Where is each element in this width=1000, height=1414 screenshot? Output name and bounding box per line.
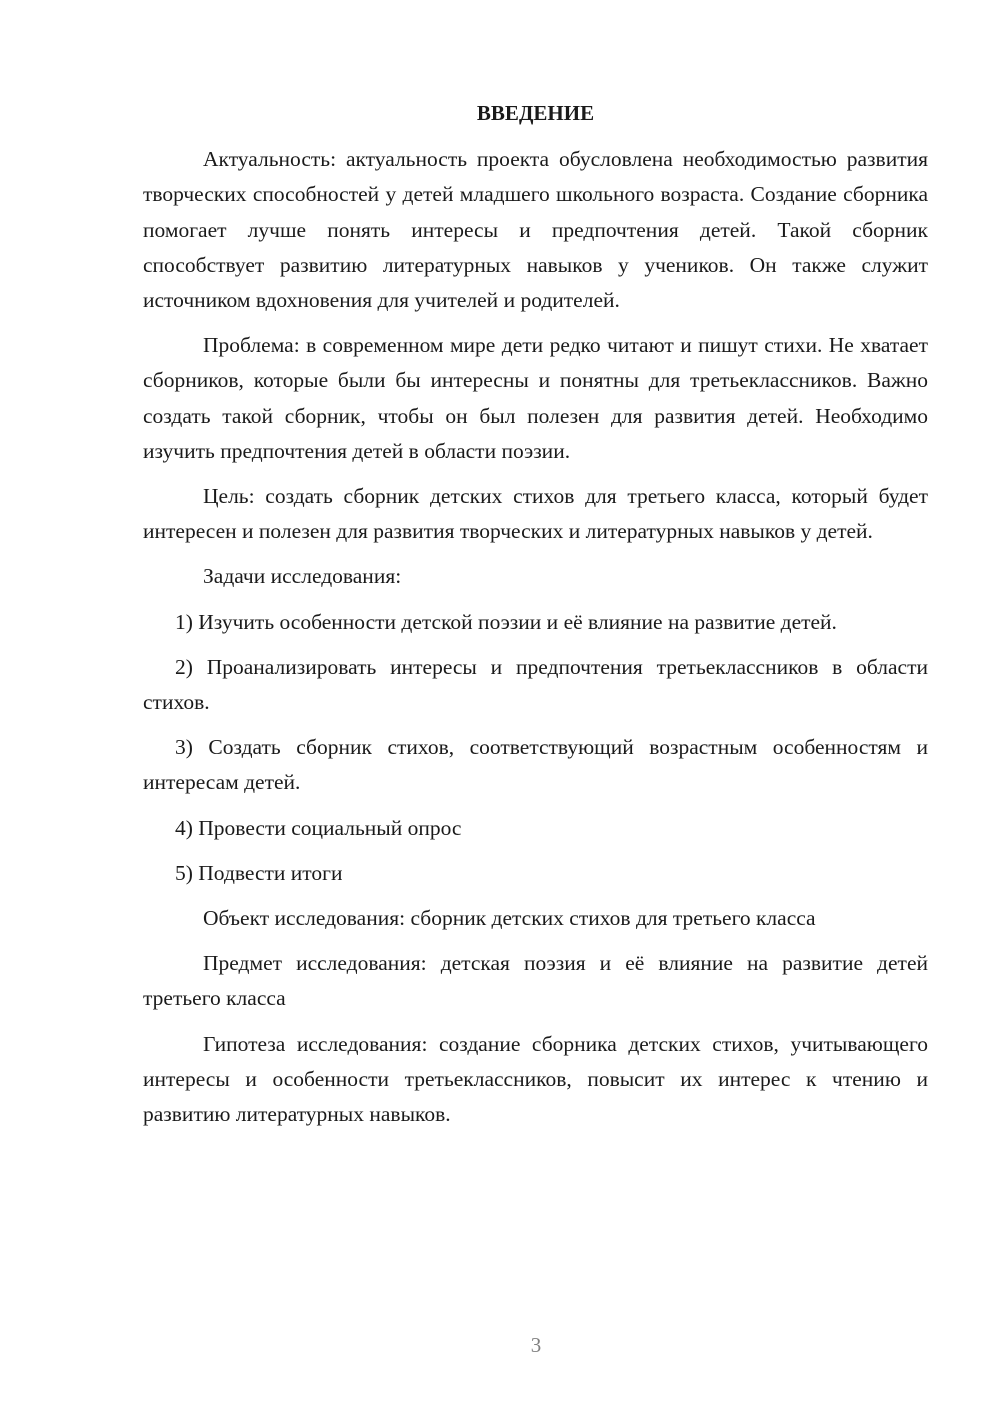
- task-item-2: 2) Проанализировать интересы и предпочтения третьеклассников в области стихов.: [143, 654, 928, 715]
- object-paragraph: Объект исследования: сборник детских стихов для третьего класса: [203, 906, 816, 931]
- task-item-1: 1) Изучить особенности детской поэзии и её влияние на развитие детей.: [175, 609, 837, 634]
- page-content: [143, 96, 928, 1142]
- goal-paragraph: Цель: создать сборник детских стихов для третьего класса, который будет интересен и полезен для развития творческих и литературных навыков у детей.: [143, 484, 928, 544]
- subject-paragraph: Предмет исследования: детская поэзия и её влияние на развитие детей третьего класса: [143, 951, 928, 1011]
- task-item-4: 4) Провести социальный опрос: [175, 815, 462, 840]
- task-item-5: 5) Подвести итоги: [175, 860, 343, 885]
- hypothesis-paragraph: Гипотеза исследования: создание сборника детских стихов, учитывающего интересы и особенности третьеклассников, повысит их интерес к чтению и развитию литературных навыков.: [143, 1031, 928, 1127]
- task-item-3: 3) Создать сборник стихов, соответствующий возрастным особенностям и интересам детей.: [143, 735, 928, 795]
- problem-paragraph: Проблема: в современном мире дети редко читают и пишут стихи. Не хватает сборников, которые были бы интересны и понятны для третьеклассников. Важно создать такой сборник, чтобы он был полезен для развития детей. Необходимо изучить предпочтения детей в области поэзии.: [143, 333, 928, 463]
- section-title: ВВЕДЕНИЕ: [476, 101, 595, 125]
- relevance-paragraph: Актуальность: актуальность проекта обусловлена необходимостью развития творческих способностей у детей младшего школьного возраста. Создание сборника помогает лучше понять интересы и предпочтения детей. Такой сборник способствует развитию литературных навыков у учеников. Он также служит источником вдохновения для учителей и родителей.: [143, 147, 928, 313]
- tasks-heading: Задачи исследования:: [203, 564, 402, 589]
- page-number: 3: [530, 1333, 542, 1357]
